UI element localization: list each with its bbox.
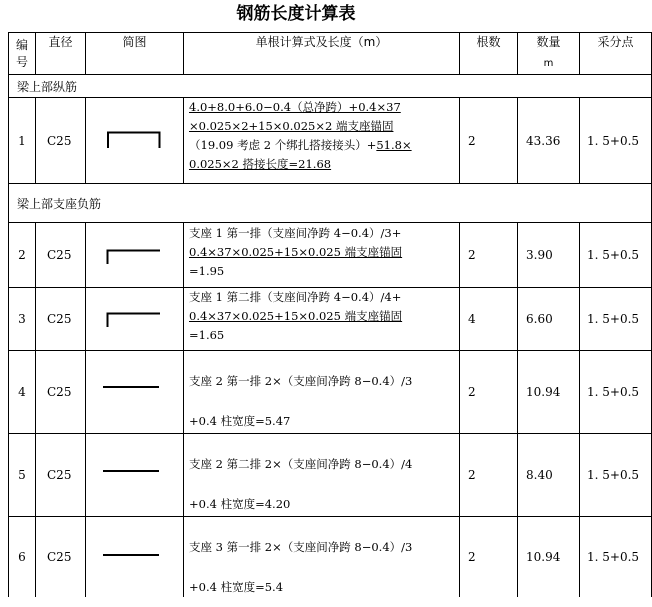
row-3-diameter: C25 xyxy=(47,312,72,326)
row-6-formula: 支座 3 第一排 2×（支座间净跨 8−0.4）/3 +0.4 柱宽度=5.4 xyxy=(189,540,413,594)
hook-bar-shape-icon xyxy=(106,249,160,265)
row-2-no: 2 xyxy=(18,248,26,262)
row-6-quantity: 10.94 xyxy=(526,550,561,564)
header-diameter: 直径 xyxy=(48,35,73,49)
row-4-no: 4 xyxy=(18,385,26,399)
row-5-formula: 支座 2 第二排 2×（支座间净跨 8−0.4）/4 +0.4 柱宽度=4.20 xyxy=(189,457,413,511)
straight-bar-shape-icon xyxy=(103,553,159,557)
row-5-score: 1. 5+0.5 xyxy=(587,468,640,482)
row-1-no: 1 xyxy=(18,133,26,148)
header-count: 根数 xyxy=(476,35,501,49)
row-1-sketch xyxy=(86,98,183,183)
row-1-formula: 4.0+8.0+6.0−0.4（总净跨）+0.4×37 ×0.025×2+15×0.025×2 端支座锚固 （19.09 考虑 2 个绑扎搭接接头）+51.8× 0.025×2 搭接长度=21.68 xyxy=(189,100,412,171)
row-1-count: 2 xyxy=(468,133,476,148)
header-quantity: 数量 xyxy=(536,35,561,49)
straight-bar-shape-icon xyxy=(103,469,159,473)
row-4-score: 1. 5+0.5 xyxy=(587,385,640,399)
row-4-sketch xyxy=(86,351,183,433)
row-2-quantity: 3.90 xyxy=(526,248,553,262)
header-no: 编号 xyxy=(15,37,28,69)
row-4-formula: 支座 2 第一排 2×（支座间净跨 8−0.4）/3 +0.4 柱宽度=5.47 xyxy=(189,374,413,428)
row-6-count: 2 xyxy=(468,550,476,564)
row-2-count: 2 xyxy=(468,248,476,262)
row-2-score: 1. 5+0.5 xyxy=(587,248,640,262)
row-1-diameter: C25 xyxy=(47,133,72,148)
page-title: 钢筋长度计算表 xyxy=(236,4,356,24)
row-4-quantity: 10.94 xyxy=(526,385,561,399)
row-2-formula: 支座 1 第一排（支座间净跨 4−0.4）/3+ 0.4×37×0.025+15×0.025 端支座锚固 =1.95 xyxy=(189,226,403,278)
row-2-diameter: C25 xyxy=(47,248,72,262)
row-4-count: 2 xyxy=(468,385,476,399)
header-quantity-unit: m xyxy=(543,57,554,69)
row-5-diameter: C25 xyxy=(47,468,72,482)
row-4-diameter: C25 xyxy=(47,385,72,399)
row-3-quantity: 6.60 xyxy=(526,312,553,326)
row-3-count: 4 xyxy=(468,312,476,326)
hook-bar-shape-icon xyxy=(106,312,160,328)
header-sketch: 简图 xyxy=(122,35,147,49)
section-support-negative: 梁上部支座负筋 xyxy=(17,196,102,211)
row-5-no: 5 xyxy=(18,468,26,482)
header-score: 采分点 xyxy=(597,35,634,49)
header-formula: 单根计算式及长度（m） xyxy=(255,35,388,49)
row-5-sketch xyxy=(86,434,183,516)
straight-bar-shape-icon xyxy=(103,385,159,389)
section-top-longitudinal: 梁上部纵筋 xyxy=(17,79,78,94)
row-3-score: 1. 5+0.5 xyxy=(587,312,640,326)
row-6-score: 1. 5+0.5 xyxy=(587,550,640,564)
row-6-no: 6 xyxy=(18,550,26,564)
row-5-count: 2 xyxy=(468,468,476,482)
bracket-bar-shape-icon xyxy=(107,131,161,149)
row-1-score: 1. 5+0.5 xyxy=(587,133,640,148)
row-6-sketch xyxy=(86,517,183,597)
row-1-quantity: 43.36 xyxy=(526,133,561,148)
row-3-formula: 支座 1 第二排（支座间净跨 4−0.4）/4+ 0.4×37×0.025+15×0.025 端支座锚固 =1.65 xyxy=(189,290,403,342)
row-5-quantity: 8.40 xyxy=(526,468,553,482)
row-2-sketch xyxy=(86,223,183,287)
row-3-no: 3 xyxy=(18,312,26,326)
row-3-sketch xyxy=(86,288,183,350)
row-6-diameter: C25 xyxy=(47,550,72,564)
